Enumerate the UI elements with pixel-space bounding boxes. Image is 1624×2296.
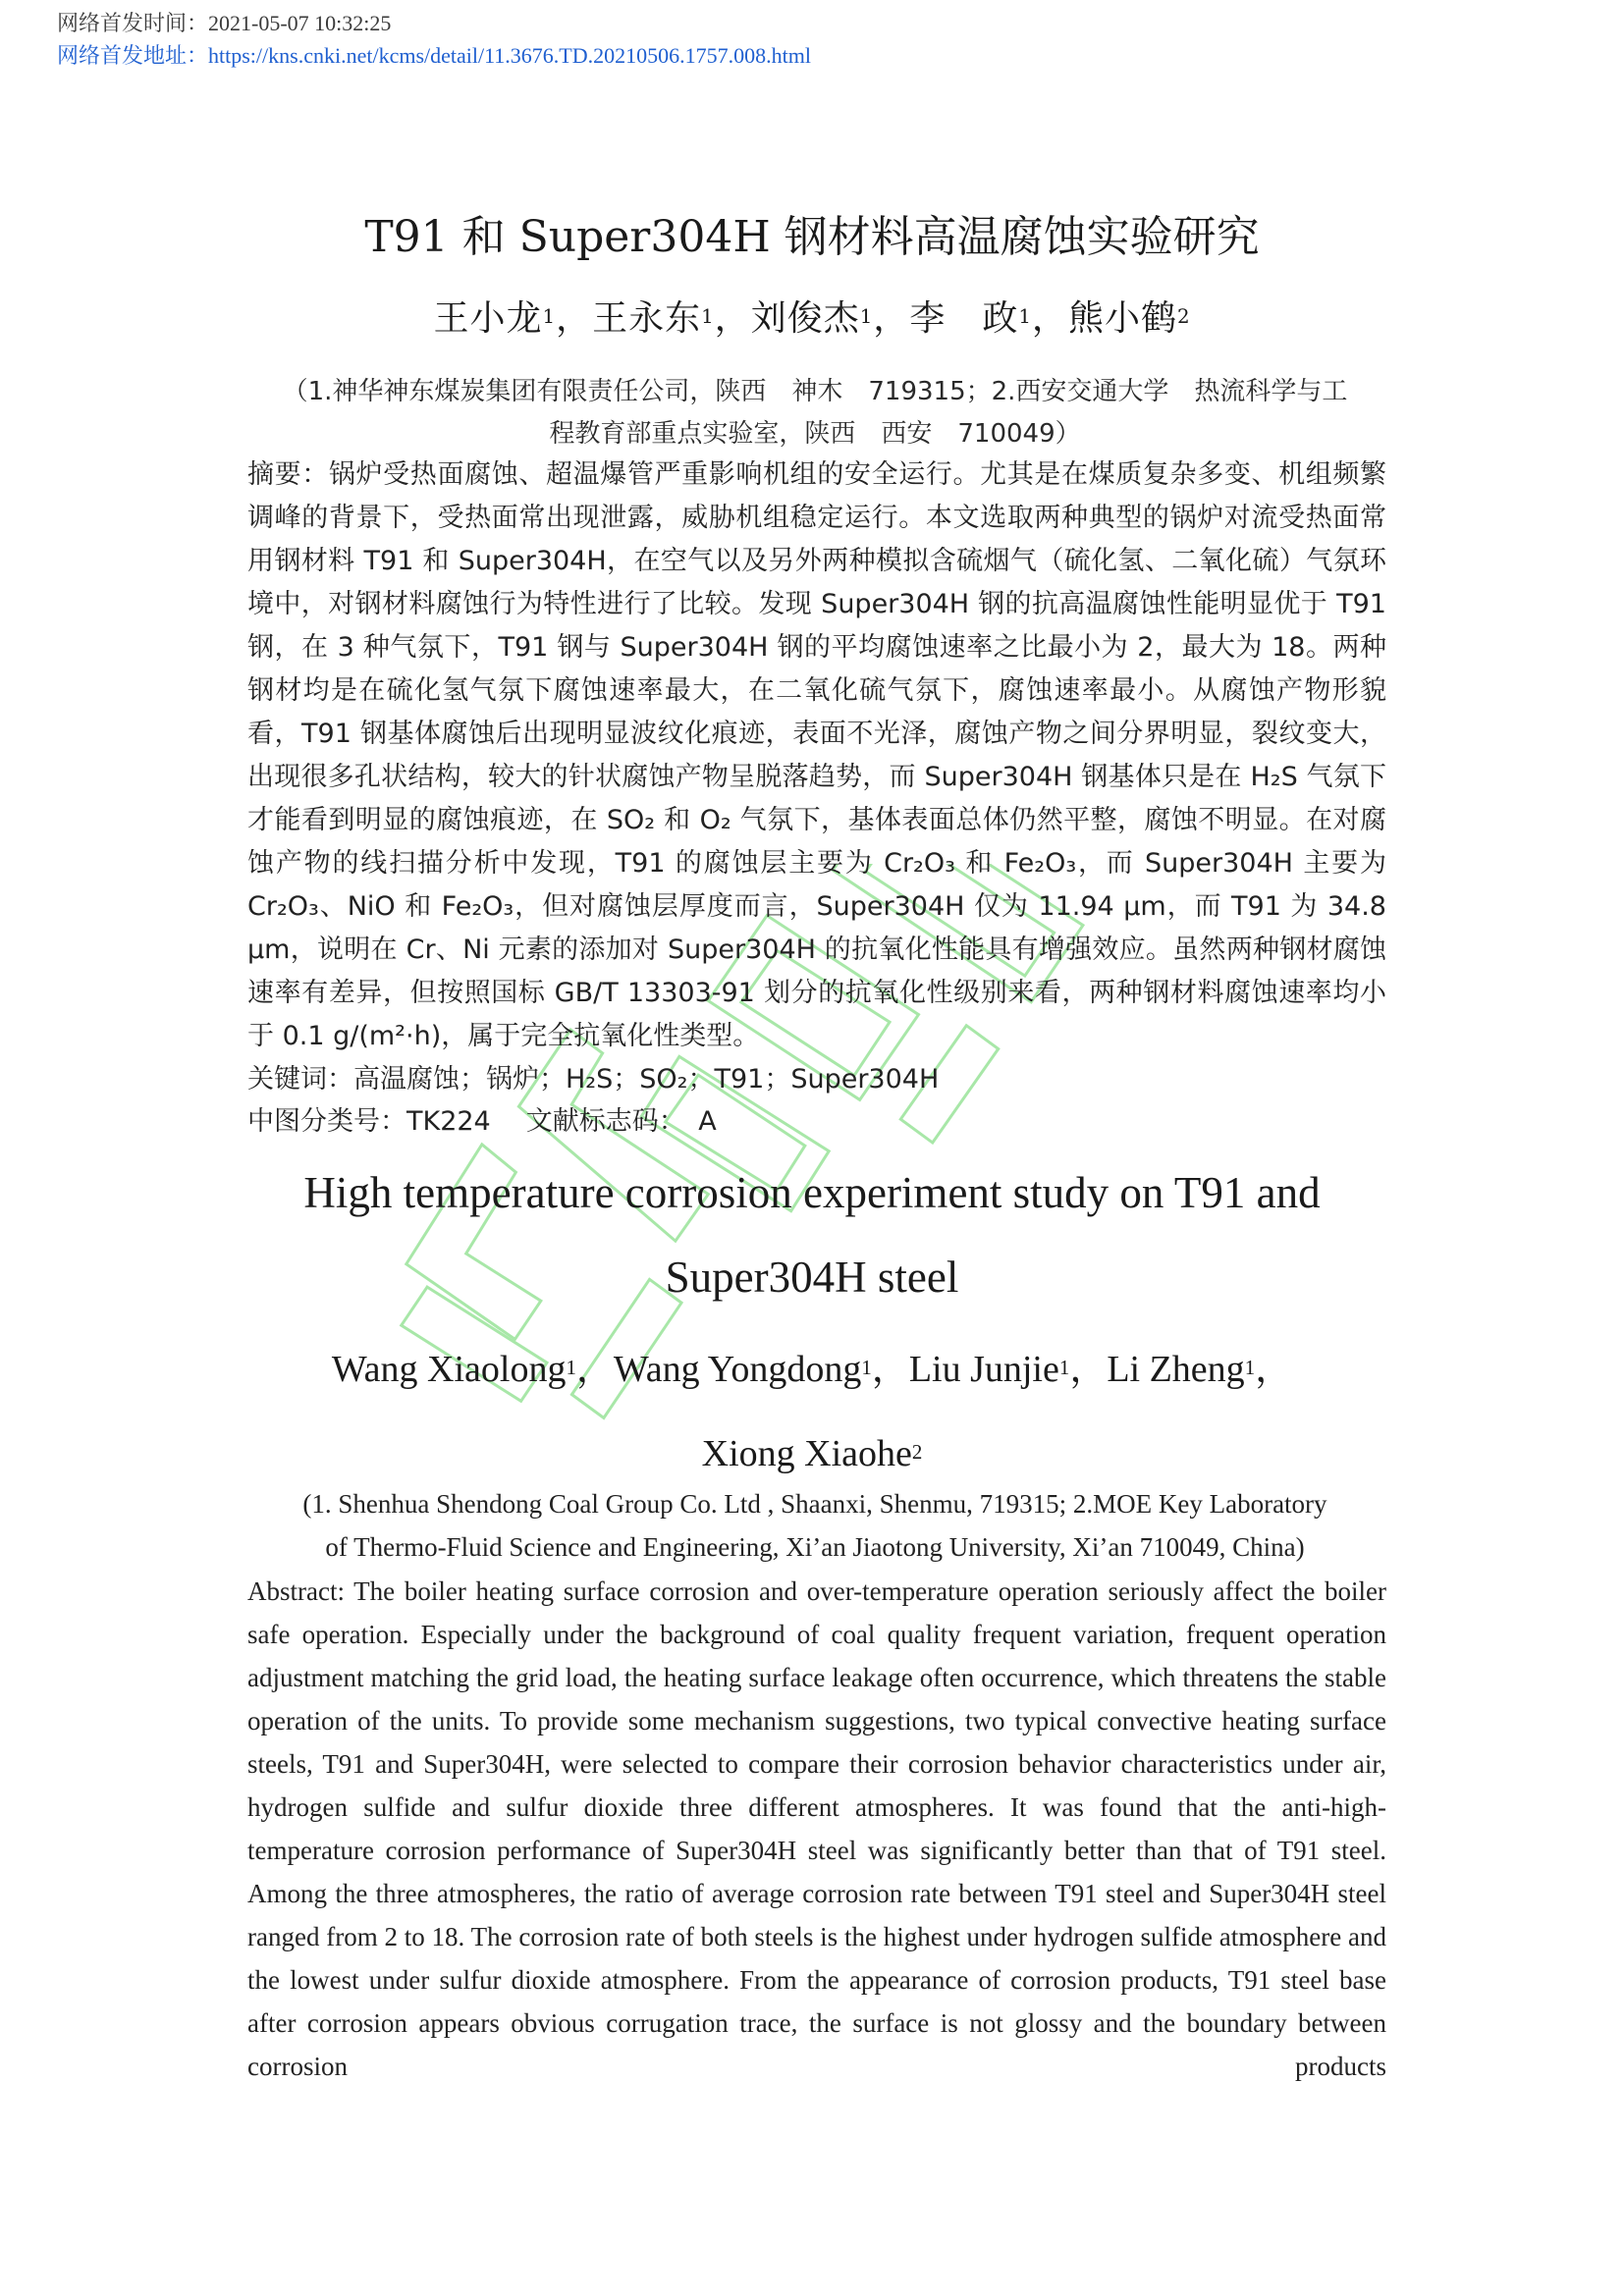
- en-affiliation: [245, 1482, 1384, 1569]
- en-abstract: [247, 1570, 1386, 2088]
- first-pub-time-row: [57, 8, 811, 40]
- cn-author: 李 政$^1$: [909, 298, 1032, 339]
- cn-affiliation-line: 程教育部重点实验室，陕西 西安 710049）: [549, 419, 1081, 449]
- doc-code: 文献标志码： A: [525, 1106, 717, 1137]
- cn-author: 熊小鹤$^2$: [1067, 298, 1191, 339]
- cn-metadata: [247, 1058, 1386, 1143]
- en-affiliation-line: of Thermo-Fluid Science and Engineering, Xi’an Jiaotong University, Xi’an 710049, China): [325, 1532, 1305, 1562]
- en-title-line: Super304H steel: [665, 1253, 959, 1302]
- cn-authors: 王小龙$^1$，王永东$^1$，刘俊杰$^1$，李 政$^1$，熊小鹤$^2$: [433, 298, 1191, 339]
- en-authors-line: Wang Xiaolong$^1$，Wang Yongdong$^1$，Liu Junjie$^1$，Li Zheng$^1$，: [331, 1349, 1293, 1390]
- first-pub-url-label: 网络首发地址：: [57, 44, 209, 69]
- cn-classification: [247, 1100, 1386, 1143]
- cn-affiliation: [245, 371, 1384, 455]
- en-author: Wang Yongdong$^1$: [613, 1349, 872, 1390]
- cn-abstract: [247, 454, 1386, 1058]
- first-pub-time-label: 网络首发时间：: [57, 12, 209, 36]
- en-authors: [0, 1327, 1624, 1496]
- en-author: Li Zheng$^1$: [1107, 1349, 1256, 1390]
- cn-author: 刘俊杰$^1$: [750, 298, 874, 339]
- first-pub-time: 2021-05-07 10:32:25: [208, 11, 392, 35]
- cn-affiliation-line: （1.神华神东煤炭集团有限责任公司，陕西 神木 719315；2.西安交通大学 热流科学与工: [282, 377, 1348, 406]
- en-title-line: High temperature corrosion experiment study on T91 and: [303, 1168, 1321, 1217]
- cn-abstract-text: 摘要：锅炉受热面腐蚀、超温爆管严重影响机组的安全运行。尤其是在煤质复杂多变、机组频繁调峰的背景下，受热面常出现泄露，威胁机组稳定运行。本文选取两种典型的锅炉对流受热面常用钢材料 T91 和 Super304H，在空气以及另外两种模拟含硫烟气（硫化氢、二氧化硫）气氛环境中，对钢材料腐蚀行为特性进行了比较。发现 Super304H 钢的抗高温腐蚀性能明显优于 T91 钢，在 3 种气氛下，T91 钢与 Super304H 钢的平均腐蚀速率之比最小为 2，最大为 18。两种钢材均是在硫化氢气氛下腐蚀速率最大，在二氧化硫气氛下，腐蚀速率最小。从腐蚀产物形貌看，T91 钢基体腐蚀后出现明显波纹化痕迹，表面不光泽，腐蚀产物之间分界明显，裂纹变大，出现很多孔状结构，较大的针状腐蚀产物呈脱落趋势，而 Super304H 钢基体只是在 H₂S 气氛下才能看到明显的腐蚀痕迹，在 SO₂ 和 O₂ 气氛下，基体表面总体仍然平整，腐蚀不明显。在对腐蚀产物的线扫描分析中发现，T91 的腐蚀层主要为 Cr₂O₃ 和 Fe₂O₃，而 Super304H 主要为 Cr₂O₃、NiO 和 Fe₂O₃，但对腐蚀层厚度而言，Super304H 仅为 11.94 μm，而 T91 为 34.8 μm，说明在 Cr、Ni 元素的添加对 Super304H 的抗氧化性能具有增强效应。虽然两种钢材腐蚀速率有差异，但按照国标 GB/T 13303-91 划分的抗氧化性级别来看，两种钢材料腐蚀速率均小于 0.1 g/(m²·h)，属于完全抗氧化性类型。: [247, 459, 1386, 1051]
- publication-info: [57, 8, 811, 73]
- clc-number: 中图分类号：TK224: [247, 1106, 491, 1137]
- cn-title: T91 和 Super304H 钢材料高温腐蚀实验研究: [364, 212, 1260, 262]
- cn-author: 王永东$^1$: [592, 298, 715, 339]
- en-abstract-text: Abstract: The boiler heating surface corrosion and over-temperature operation seriously affect the boiler safe operation. Especially under the background of coal quality frequent variation, frequent operation adjustment matching the grid load, the heating surface leakage often occurrence, which threatens the stable operation of the units. To provide some mechanism suggestions, two typical convective heating surface steels, T91 and Super304H, were selected to compare their corrosion behavior characteristics under air, hydrogen sulfide and sulfur dioxide three different atmospheres. It was found that the anti-high-temperature corrosion performance of Super304H steel was significantly better than that of T91 steel. Among the three atmospheres, the ratio of average corrosion rate between T91 steel and Super304H steel ranged from 2 to 18. The corrosion rate of both steels is the highest under hydrogen sulfide atmosphere and the lowest under sulfur dioxide atmosphere. From the appearance of corrosion products, T91 steel base after corrosion appears obvious corrugation trace, the surface is not glossy and the boundary between corrosion products: [247, 1576, 1386, 2081]
- en-author: Xiong Xiaohe$^2$: [701, 1433, 923, 1474]
- en-author: Wang Xiaolong$^1$: [331, 1349, 576, 1390]
- first-pub-url-row[interactable]: [57, 40, 811, 73]
- en-author: Liu Junjie$^1$: [908, 1349, 1070, 1390]
- cn-author: 王小龙$^1$: [433, 298, 557, 339]
- en-affiliation-line: (1. Shenhua Shendong Coal Group Co. Ltd , Shaanxi, Shenmu, 719315; 2.MOE Key Laboratory: [302, 1489, 1327, 1519]
- cn-keywords: 关键词：高温腐蚀；锅炉；H₂S；SO₂；T91；Super304H: [247, 1064, 940, 1095]
- en-title: [0, 1150, 1624, 1319]
- first-pub-url-link[interactable]: https://kns.cnki.net/kcms/detail/11.3676.TD.20210506.1757.008.html: [208, 43, 811, 68]
